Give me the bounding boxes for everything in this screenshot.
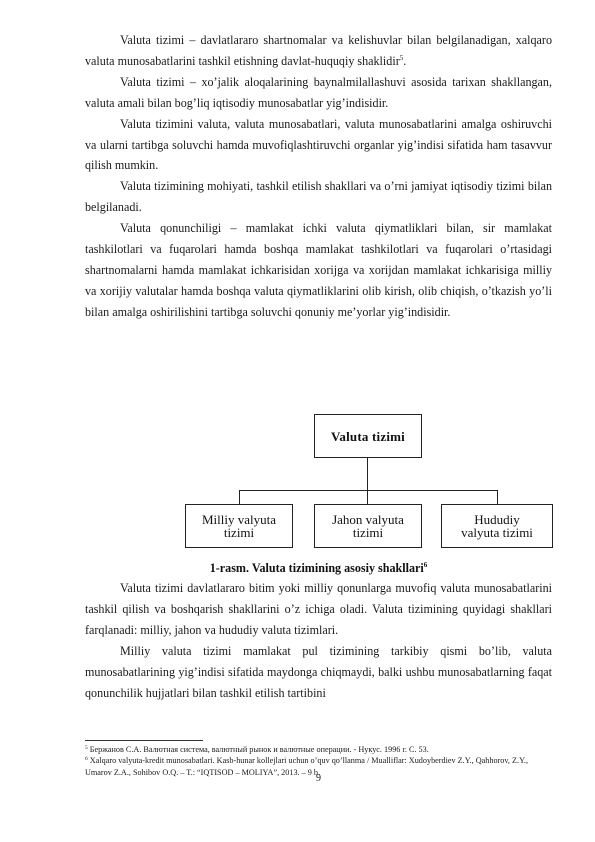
diagram-box-hududiy [441,504,553,548]
footnote-text: Бержанов С.А. Валютная система, валютный рынок и валютные операции. - Нукус. 1996 г. С. 53. [87,745,429,754]
paragraph: Valuta tizimini valuta, valuta munosabatlari, valuta munosabatlarini amalga oshiruvchi va ularni tartibga soluvchi hamda muvofiqlashtiruvchi organlar yig’indisi sifatida ham tasavvur qilish mumkin. [85,116,552,173]
valuta-tizimi-diagram [185,414,553,550]
footnote-ref[interactable]: 5 [399,53,404,62]
body-text-bottom [85,578,552,703]
footnote [85,744,552,755]
paragraph: Valuta tizimining mohiyati, tashkil etilish shakllari va o’rni jamiyat iqtisodiy tizimi bilan belgilanadi. [85,179,552,215]
body-text-top [85,30,552,323]
box-label: Milliy valyuta [201,512,277,527]
footnote-number: 5 [85,745,88,751]
box-label: tizimi [352,525,384,540]
connector-line [367,458,368,490]
diagram-box-jahon [314,504,422,548]
footnote-number: 6 [85,756,88,763]
connector-line [239,490,498,491]
page-number: 9 [316,773,321,784]
paragraph-punct: . [403,53,407,68]
figure-caption [85,561,552,576]
box-label: Jahon valyuta [332,512,404,527]
diagram-root-box: Valuta tizimi [314,414,422,458]
paragraph: Valuta tizimi – xo’jalik aloqalarining baynalmilallashuvi asosida tarixan shakllangan, valuta amali bilan bog’liq iqtisodiy munosabatlar yig’indisidir. [85,74,552,110]
box-label: tizimi [223,525,255,540]
footnote-text: Xalqaro valyuta-kredit munosabatlari. Kasb-hunar kollejlari uchun o’quv qo’llanma / Mualliflar: Xudoyberdiev Z.Y., Qahhorov, Z.Y., Umarov Z.A., Sohibov O.Q. – T.: “IQTISOD – MOLIYA”, 2013. – 9 b. [85,756,529,777]
footnote-ref[interactable]: 6 [423,561,428,569]
paragraph: Valuta tizimi davlatlararo bitim yoki milliy qonunlarga muvofiq valuta munosabatlarini tashkil qilish va boshqarish shakllarini o’z ichiga oladi. Valuta tizimining quyidagi shakllari farqlanadi: milliy, jahon va hududiy valuta tizimlari. [85,581,552,637]
paragraph: Milliy valuta tizimi mamlakat pul tizimining tarkibiy qismi bo’lib, valuta munosabatlarining yig’indisi sifatida maydonga chiqmaydi, balki ushbu munosabatlarning faqat qonunchilik hujjatlari bilan tashkil etilish tartibini [85,643,552,700]
paragraph: Valuta qonunchiligi – mamlakat ichki valuta qiymatliklari bilan, sir mamlakat tashkilotlari va fuqarolari hamda boshqa mamlakat tashkilotlari va fuqarolari o’rtasidagi shartnomalarni hamda mamlakat ichkarisidan xorijga va xorijdan mamlakat ichkarisiga milliy va xorijiy valutalar hamda boshqa valuta qiymatliklarini olib kirish, olib chiqish, o’tkazish yo’li bilan amalga oshirilishini tartibga soluvchi qonuniy me’yorlar yig’indisidir. [85,221,552,319]
caption-text: 1-rasm. Valuta tizimining asosiy shakllari [209,561,424,575]
connector-line [497,490,498,504]
connector-line [239,490,240,504]
footnote-divider [85,740,203,741]
connector-line [367,490,368,504]
box-label: Hududiy [474,512,520,527]
box-label: valyuta tizimi [461,525,533,540]
paragraph [85,30,552,72]
diagram-box-milliy [185,504,293,548]
paragraph-text: Valuta tizimi – davlatlararo shartnomalar va kelishuvlar bilan belgilanadigan, xalqaro valuta munosabatlarini tashkil etishning davlat-huquqiy shaklidir [85,33,552,68]
